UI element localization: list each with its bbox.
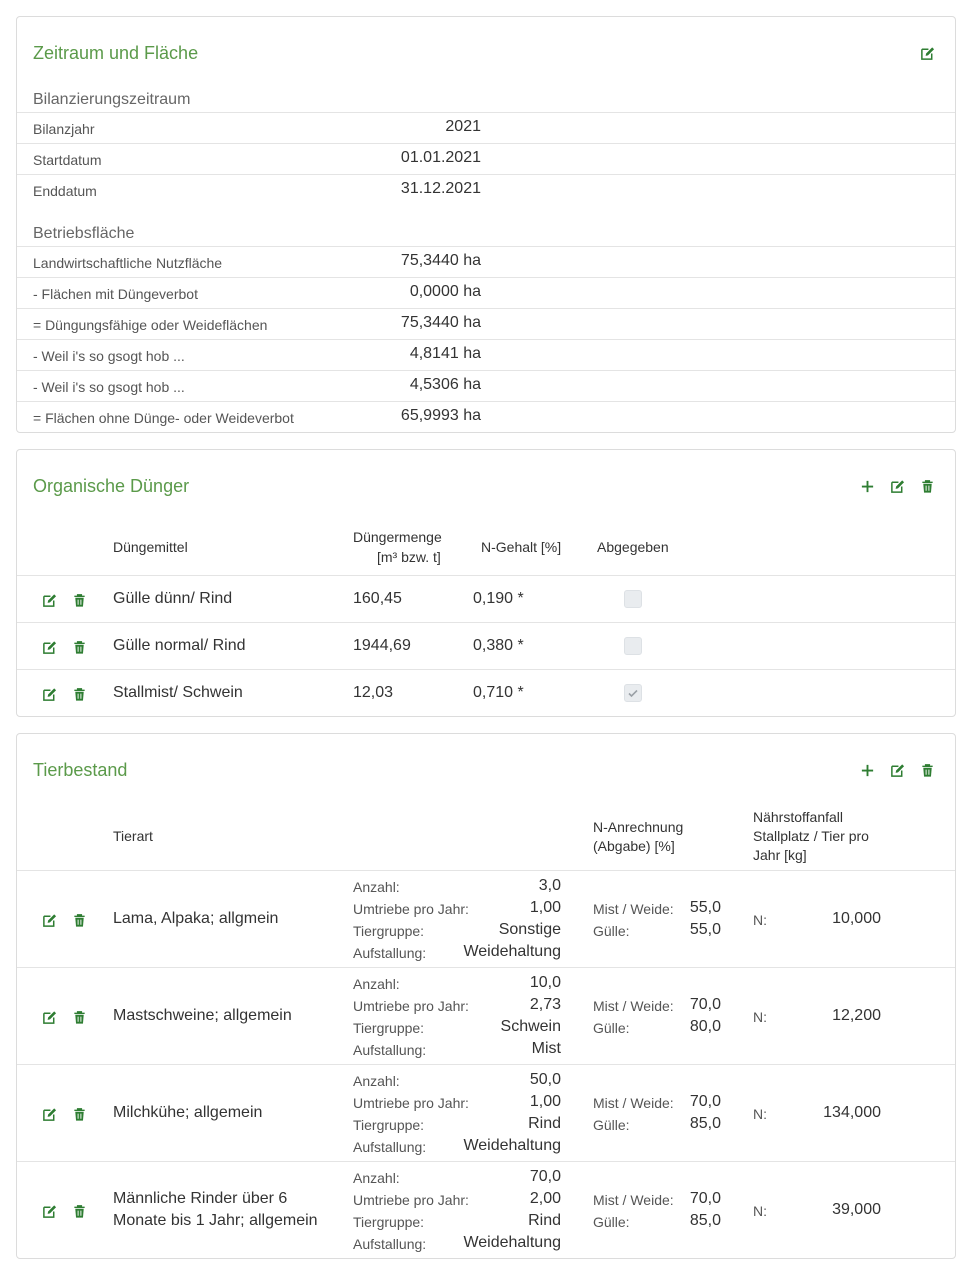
- rotations-label: Umtriebe pro Jahr:: [353, 1192, 469, 1208]
- trash-icon[interactable]: [919, 762, 935, 778]
- table-row: [17, 967, 955, 1064]
- trash-icon[interactable]: [71, 1203, 87, 1219]
- n-label: N:: [753, 912, 767, 928]
- fertilizer-name: Stallmist/ Schwein: [113, 684, 243, 701]
- slurry-value: 55,0: [689, 921, 721, 938]
- card-title: Zeitraum und Fläche: [33, 43, 199, 63]
- col-header-amount: Düngermenge: [353, 529, 442, 545]
- manure-label: Mist / Weide:: [593, 998, 674, 1014]
- table-row: [17, 575, 955, 622]
- col-header-name: Düngemittel: [113, 539, 188, 555]
- trash-icon[interactable]: [71, 1106, 87, 1122]
- rotations-value: 1,00: [529, 899, 561, 916]
- fertilizer-n: 0,380 *: [473, 637, 524, 654]
- rotations-label: Umtriebe pro Jahr:: [353, 998, 469, 1014]
- count-label: Anzahl:: [353, 1170, 400, 1186]
- edit-icon[interactable]: [41, 1106, 57, 1122]
- col-header-n-credit-unit: (Abgabe) [%]: [593, 838, 675, 854]
- trash-icon[interactable]: [71, 592, 87, 608]
- livestock-card: [16, 733, 956, 1259]
- slurry-label: Gülle:: [593, 923, 630, 939]
- edit-icon[interactable]: [919, 45, 935, 61]
- period-heading: Bilanzierungszeitraum: [33, 91, 191, 108]
- trash-icon[interactable]: [71, 1009, 87, 1025]
- table-row: [17, 1064, 955, 1161]
- n-label: N:: [753, 1009, 767, 1025]
- edit-icon[interactable]: [889, 762, 905, 778]
- row-label: - Weil i's so gsogt hob ...: [33, 348, 185, 364]
- row-label: Landwirtschaftliche Nutzfläche: [33, 255, 223, 271]
- edit-icon[interactable]: [41, 1203, 57, 1219]
- period-row: [17, 112, 955, 143]
- slurry-value: 85,0: [689, 1212, 721, 1229]
- col-header-n-credit: N-Anrechnung: [593, 819, 684, 835]
- table-row: [17, 870, 955, 967]
- add-icon[interactable]: [859, 762, 875, 778]
- fertilizer-name: Gülle normal/ Rind: [113, 637, 246, 654]
- animal-name: Männliche Rinder über 6 Monate bis 1 Jahr; allgemein: [113, 1190, 318, 1229]
- rotations-value: 2,00: [529, 1190, 561, 1207]
- row-label: Enddatum: [33, 183, 97, 199]
- area-row: [17, 308, 955, 339]
- fertilizer-card: [16, 449, 956, 717]
- area-row: [17, 339, 955, 370]
- count-value: 10,0: [529, 974, 561, 991]
- card-title: Organische Dünger: [33, 476, 190, 496]
- fertilizer-amount: 160,45: [353, 590, 402, 607]
- housing-label: Aufstallung:: [353, 945, 427, 961]
- fertilizer-n: 0,710 *: [473, 684, 524, 701]
- row-value: 4,8141 ha: [409, 345, 481, 362]
- housing-value: Weidehaltung: [463, 943, 561, 960]
- trash-icon[interactable]: [71, 639, 87, 655]
- row-value: 31.12.2021: [400, 180, 481, 197]
- group-label: Tiergruppe:: [353, 923, 425, 939]
- housing-value: Mist: [531, 1040, 561, 1057]
- period-area-card: [16, 16, 956, 433]
- table-row: [17, 1161, 955, 1258]
- rotations-label: Umtriebe pro Jahr:: [353, 1095, 469, 1111]
- col-header-n-content: N-Gehalt [%]: [481, 539, 562, 555]
- n-value: 10,000: [832, 910, 881, 927]
- edit-icon[interactable]: [41, 686, 57, 702]
- edit-icon[interactable]: [41, 639, 57, 655]
- delivered-checkbox[interactable]: [624, 590, 642, 608]
- housing-label: Aufstallung:: [353, 1139, 427, 1155]
- row-value: 0,0000 ha: [409, 283, 481, 300]
- row-value: 75,3440 ha: [400, 252, 481, 269]
- animal-name: Milchkühe; allgemein: [113, 1104, 263, 1121]
- group-value: Sonstige: [498, 921, 561, 938]
- area-row: [17, 401, 955, 432]
- period-row: [17, 174, 955, 205]
- area-row: [17, 277, 955, 308]
- count-value: 3,0: [538, 877, 561, 894]
- animal-name: Lama, Alpaka; allgmein: [113, 910, 279, 927]
- table-row: [17, 622, 955, 669]
- row-label: - Weil i's so gsogt hob ...: [33, 379, 185, 395]
- n-value: 39,000: [832, 1201, 881, 1218]
- n-value: 134,000: [823, 1104, 881, 1121]
- housing-label: Aufstallung:: [353, 1236, 427, 1252]
- group-label: Tiergruppe:: [353, 1020, 425, 1036]
- manure-value: 55,0: [689, 899, 721, 916]
- period-row: [17, 143, 955, 174]
- slurry-label: Gülle:: [593, 1117, 630, 1133]
- delivered-checkbox[interactable]: [624, 684, 642, 702]
- row-label: = Flächen ohne Dünge- oder Weideverbot: [33, 410, 294, 426]
- manure-label: Mist / Weide:: [593, 901, 674, 917]
- count-label: Anzahl:: [353, 976, 400, 992]
- group-value: Rind: [528, 1212, 561, 1229]
- count-label: Anzahl:: [353, 1073, 400, 1089]
- col-header-species: Tierart: [113, 828, 153, 844]
- col-header-nutrient-3: Jahr [kg]: [753, 847, 807, 863]
- group-value: Rind: [528, 1115, 561, 1132]
- n-label: N:: [753, 1203, 767, 1219]
- area-row: [17, 370, 955, 401]
- area-heading: Betriebsfläche: [33, 225, 135, 242]
- group-value: Schwein: [500, 1018, 561, 1035]
- count-value: 70,0: [529, 1168, 561, 1185]
- manure-value: 70,0: [689, 996, 721, 1013]
- row-value: 4,5306 ha: [409, 376, 481, 393]
- col-header-amount-unit: [m³ bzw. t]: [377, 549, 441, 565]
- count-value: 50,0: [529, 1071, 561, 1088]
- edit-icon[interactable]: [41, 592, 57, 608]
- fertilizer-amount: 1944,69: [353, 637, 411, 654]
- count-label: Anzahl:: [353, 879, 400, 895]
- delivered-checkbox[interactable]: [624, 637, 642, 655]
- add-icon[interactable]: [859, 478, 875, 494]
- rotations-value: 2,73: [529, 996, 561, 1013]
- manure-value: 70,0: [689, 1190, 721, 1207]
- trash-icon[interactable]: [919, 478, 935, 494]
- row-label: = Düngungsfähige oder Weideflächen: [33, 317, 268, 333]
- fertilizer-amount: 12,03: [353, 684, 394, 701]
- manure-label: Mist / Weide:: [593, 1192, 674, 1208]
- row-label: Startdatum: [33, 152, 102, 168]
- slurry-value: 85,0: [689, 1115, 721, 1132]
- row-value: 2021: [445, 118, 481, 135]
- group-label: Tiergruppe:: [353, 1117, 425, 1133]
- row-label: Bilanzjahr: [33, 121, 95, 137]
- slurry-label: Gülle:: [593, 1214, 630, 1230]
- housing-value: Weidehaltung: [463, 1137, 561, 1154]
- n-value: 12,200: [832, 1007, 881, 1024]
- trash-icon[interactable]: [71, 912, 87, 928]
- fertilizer-n: 0,190 *: [473, 590, 524, 607]
- edit-icon[interactable]: [41, 1009, 57, 1025]
- row-value: 65,9993 ha: [400, 407, 481, 424]
- animal-name: Mastschweine; allgemein: [113, 1007, 292, 1024]
- fertilizer-name: Gülle dünn/ Rind: [113, 590, 233, 607]
- rotations-label: Umtriebe pro Jahr:: [353, 901, 469, 917]
- housing-label: Aufstallung:: [353, 1042, 427, 1058]
- slurry-label: Gülle:: [593, 1020, 630, 1036]
- housing-value: Weidehaltung: [463, 1234, 561, 1251]
- group-label: Tiergruppe:: [353, 1214, 425, 1230]
- row-value: 75,3440 ha: [400, 314, 481, 331]
- area-row: [17, 246, 955, 277]
- table-row: [17, 669, 955, 716]
- manure-value: 70,0: [689, 1093, 721, 1110]
- col-header-nutrient-2: Stallplatz / Tier pro: [753, 828, 869, 844]
- row-value: 01.01.2021: [400, 149, 481, 166]
- col-header-nutrient: Nährstoffanfall: [753, 809, 844, 825]
- card-title: Tierbestand: [33, 760, 128, 780]
- trash-icon[interactable]: [71, 686, 87, 702]
- n-label: N:: [753, 1106, 767, 1122]
- edit-icon[interactable]: [41, 912, 57, 928]
- col-header-delivered: Abgegeben: [597, 539, 669, 555]
- edit-icon[interactable]: [889, 478, 905, 494]
- row-label: - Flächen mit Düngeverbot: [33, 286, 198, 302]
- rotations-value: 1,00: [529, 1093, 561, 1110]
- slurry-value: 80,0: [689, 1018, 721, 1035]
- manure-label: Mist / Weide:: [593, 1095, 674, 1111]
